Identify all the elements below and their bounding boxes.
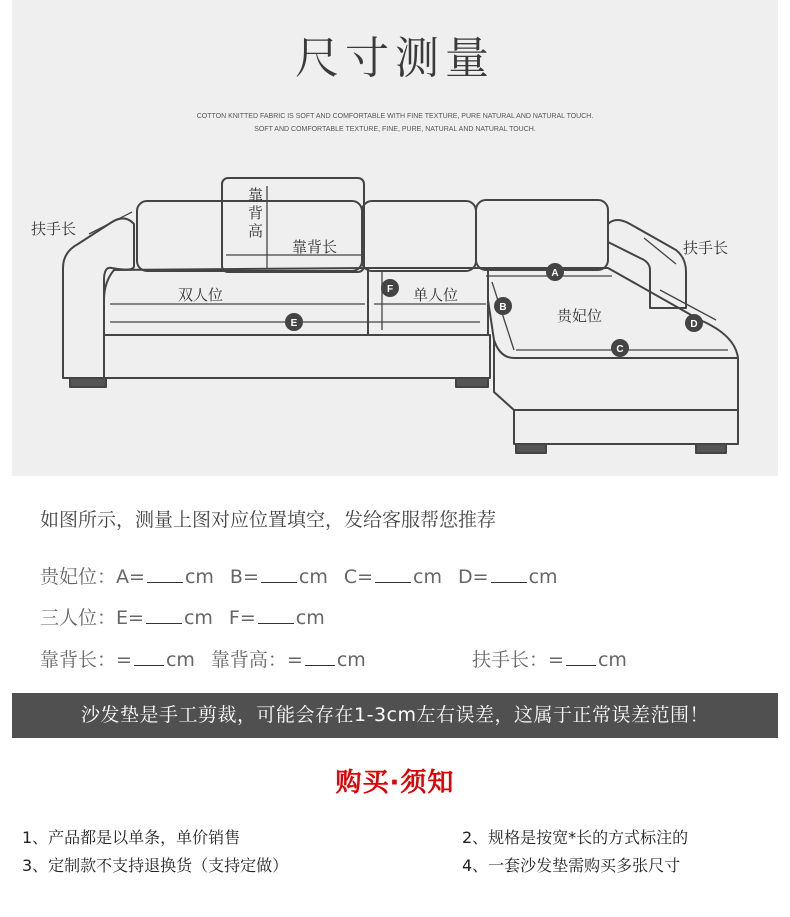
marker-a <box>546 263 564 281</box>
form-row-chaise <box>40 562 558 589</box>
field-f-label: F= <box>228 607 256 629</box>
chaise-label: 贵妃位： <box>40 566 117 588</box>
error-banner: 沙发垫是手工剪裁，可能会存在1-3cm左右误差，这属于正常误差范围！ <box>12 693 778 738</box>
label-armrest-right: 扶手长 <box>683 239 729 257</box>
field-b-label: B= <box>229 566 259 588</box>
label-chaise: 贵妃位 <box>557 307 603 325</box>
back-length-blank[interactable] <box>134 650 164 666</box>
marker-c <box>611 339 629 357</box>
subtitle-line-1: COTTON KNITTED FABRIC IS SOFT AND COMFORTABLE WITH FINE TEXTURE, PURE NATURAL AND NATURAL TOUCH. <box>196 113 594 120</box>
foot-3 <box>516 444 546 453</box>
svg-text:B: B <box>499 302 507 313</box>
field-e-blank[interactable] <box>146 608 182 624</box>
unit: cm <box>183 607 213 629</box>
foot-1 <box>70 378 106 387</box>
field-c-label: C= <box>343 566 374 588</box>
svg-text:D: D <box>690 319 698 330</box>
notice-item-2: 2、规格是按宽*长的方式标注的 <box>462 828 689 847</box>
unit: cm <box>165 649 195 671</box>
unit: cm <box>528 566 558 588</box>
notice-title: 购买·须知 <box>335 768 455 798</box>
left-armrest <box>63 218 134 378</box>
field-c-blank[interactable] <box>375 567 411 583</box>
eq: = <box>116 649 132 671</box>
svg-text:C: C <box>616 344 624 355</box>
field-a-blank[interactable] <box>147 567 183 583</box>
back-length-label: 靠背长： <box>40 649 117 671</box>
field-a-label: A= <box>116 566 145 588</box>
marker-b <box>494 297 512 315</box>
form-row-armrest <box>472 645 627 672</box>
sofa-base <box>104 335 490 378</box>
form-row-three-seat <box>40 603 325 630</box>
svg-text:E: E <box>290 318 298 329</box>
right-armrest <box>608 220 686 308</box>
label-back-length: 靠背长 <box>292 238 338 256</box>
svg-text:A: A <box>551 268 559 279</box>
unit: cm <box>597 649 627 671</box>
unit: cm <box>413 566 442 588</box>
field-f-blank[interactable] <box>258 608 294 624</box>
label-back-height: 靠背高 <box>248 186 264 240</box>
unit: cm <box>184 566 214 588</box>
unit: cm <box>336 649 366 671</box>
back-height-blank[interactable] <box>305 650 335 666</box>
field-e-label: E= <box>116 607 144 629</box>
notice-item-4: 4、一套沙发垫需购买多张尺寸 <box>462 856 681 875</box>
notice-item-1: 1、产品都是以单条，单价销售 <box>22 828 241 847</box>
field-b-blank[interactable] <box>261 567 297 583</box>
marker-e <box>285 313 303 331</box>
unit: cm <box>298 566 328 588</box>
label-single-seat: 单人位 <box>413 286 459 304</box>
marker-d <box>685 314 703 332</box>
svg-text:F: F <box>386 284 394 295</box>
back-cushion-3 <box>476 200 608 270</box>
instruction-text: 如图所示，测量上图对应位置填空，发给客服帮您推荐 <box>40 509 497 531</box>
headrest-pillow <box>222 178 364 272</box>
armrest-blank[interactable] <box>566 650 596 666</box>
back-height-label: 靠背高： <box>210 649 287 671</box>
marker-f <box>381 279 399 297</box>
foot-2 <box>456 378 488 387</box>
foot-4 <box>696 444 726 453</box>
page-title: 尺寸测量 <box>295 33 495 84</box>
eq: = <box>286 649 303 671</box>
armrest-label: 扶手长： <box>472 649 549 671</box>
unit: cm <box>295 607 325 629</box>
field-d-blank[interactable] <box>491 567 527 583</box>
label-armrest-left: 扶手长 <box>31 220 77 238</box>
field-d-label: D= <box>458 566 489 588</box>
subtitle-line-2: SOFT AND COMFORTABLE TEXTURE, FINE, PURE, NATURAL AND NATURAL TOUCH. <box>254 126 536 133</box>
form-row-back <box>40 645 366 672</box>
seat-cushion-double <box>104 268 368 335</box>
eq: = <box>548 649 564 671</box>
label-double-seat: 双人位 <box>178 286 224 304</box>
three-seat-label: 三人位： <box>40 607 117 629</box>
notice-item-3: 3、定制款不支持退换货（支持定做） <box>22 856 289 875</box>
back-cushion-2 <box>362 201 476 271</box>
